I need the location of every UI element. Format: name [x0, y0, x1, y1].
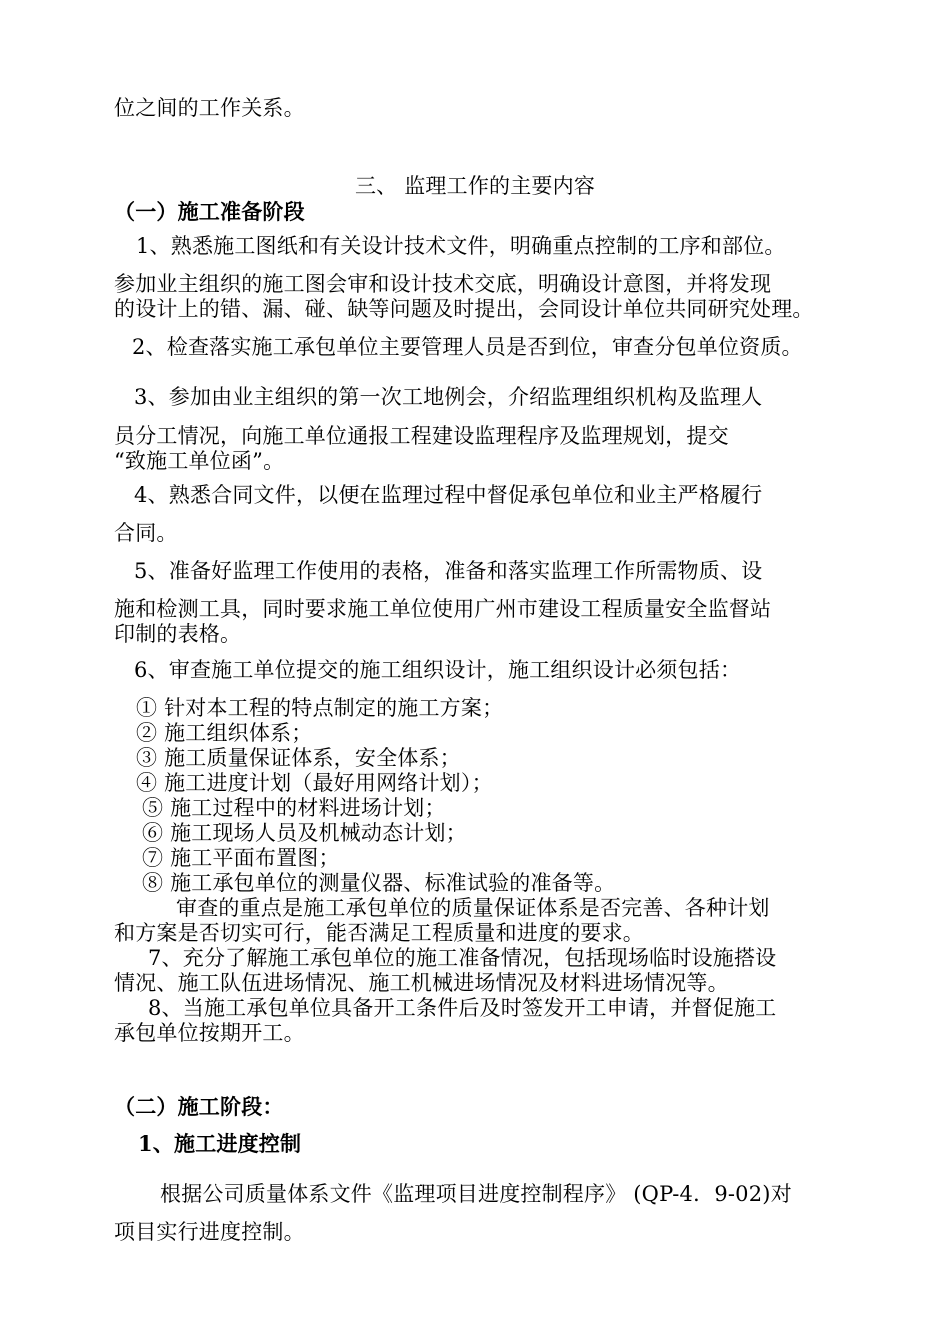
item5-line2: 施和检测工具，同时要求施工单位使用广州市建设工程质量安全监督站	[114, 597, 772, 621]
part2-sub1-heading: 1、施工进度控制	[138, 1131, 302, 1156]
item6-subitem: ⑦ 施工平面布置图；	[142, 846, 340, 870]
item6-subitem: ⑤ 施工过程中的材料进场计划；	[142, 796, 446, 820]
item3-line3: “致施工单位函”。	[114, 449, 285, 473]
item7-line2: 情况、施工队伍进场情况、施工机械进场情况及材料进场情况等。	[114, 971, 729, 995]
part2-para-line2: 项目实行进度控制。	[114, 1220, 305, 1244]
item8-line1: 8、当施工承包单位具备开工条件后及时签发开工申请，并督促施工	[148, 996, 777, 1020]
item6-review-line1: 审查的重点是施工承包单位的质量保证体系是否完善、各种计划	[176, 896, 770, 920]
item6-subitem: ⑥ 施工现场人员及机械动态计划；	[142, 821, 467, 845]
section-title: 三、 监理工作的主要内容	[354, 174, 596, 198]
item5-line1: 5、准备好监理工作使用的表格，准备和落实监理工作所需物质、设	[134, 559, 763, 583]
item6-line1: 6、审查施工单位提交的施工组织设计，施工组织设计必须包括：	[134, 658, 742, 682]
item2-line1: 2、检查落实施工承包单位主要管理人员是否到位，审查分包单位资质。	[132, 335, 803, 359]
part2-heading: （二）施工阶段：	[114, 1094, 284, 1119]
item6-subitem: ① 针对本工程的特点制定的施工方案；	[136, 696, 504, 720]
item6-subitem: ④ 施工进度计划（最好用网络计划）；	[136, 771, 493, 795]
item6-subitem: ③ 施工质量保证体系，安全体系；	[136, 746, 461, 770]
part2-para-line1: 根据公司质量体系文件《监理项目进度控制程序》 (QP-4．9-02)对	[160, 1182, 792, 1206]
item4-line2: 合同。	[114, 521, 178, 545]
item1-line2: 参加业主组织的施工图会审和设计技术交底，明确设计意图，并将发现	[114, 272, 772, 296]
item1-line1: 1、熟悉施工图纸和有关设计技术文件，明确重点控制的工序和部位。	[136, 234, 786, 258]
item4-line1: 4、熟悉合同文件，以便在监理过程中督促承包单位和业主严格履行	[134, 483, 763, 507]
item6-review-line2: 和方案是否切实可行，能否满足工程质量和进度的要求。	[114, 921, 644, 945]
item6-subitem: ② 施工组织体系；	[136, 721, 313, 745]
item7-line1: 7、充分了解施工承包单位的施工准备情况，包括现场临时设施搭设	[148, 946, 777, 970]
item3-line2: 员分工情况，向施工单位通报工程建设监理程序及监理规划，提交	[114, 424, 729, 448]
item5-line3: 印制的表格。	[114, 622, 242, 646]
item6-subitem: ⑧ 施工承包单位的测量仪器、标准试验的准备等。	[142, 871, 616, 895]
part1-heading: （一）施工准备阶段	[114, 199, 305, 224]
item3-line1: 3、参加由业主组织的第一次工地例会，介绍监理组织机构及监理人	[134, 385, 763, 409]
item8-line2: 承包单位按期开工。	[114, 1021, 305, 1045]
intro-line: 位之间的工作关系。	[114, 96, 305, 120]
item1-line3: 的设计上的错、漏、碰、缺等问题及时提出，会同设计单位共同研究处理。	[114, 297, 814, 321]
